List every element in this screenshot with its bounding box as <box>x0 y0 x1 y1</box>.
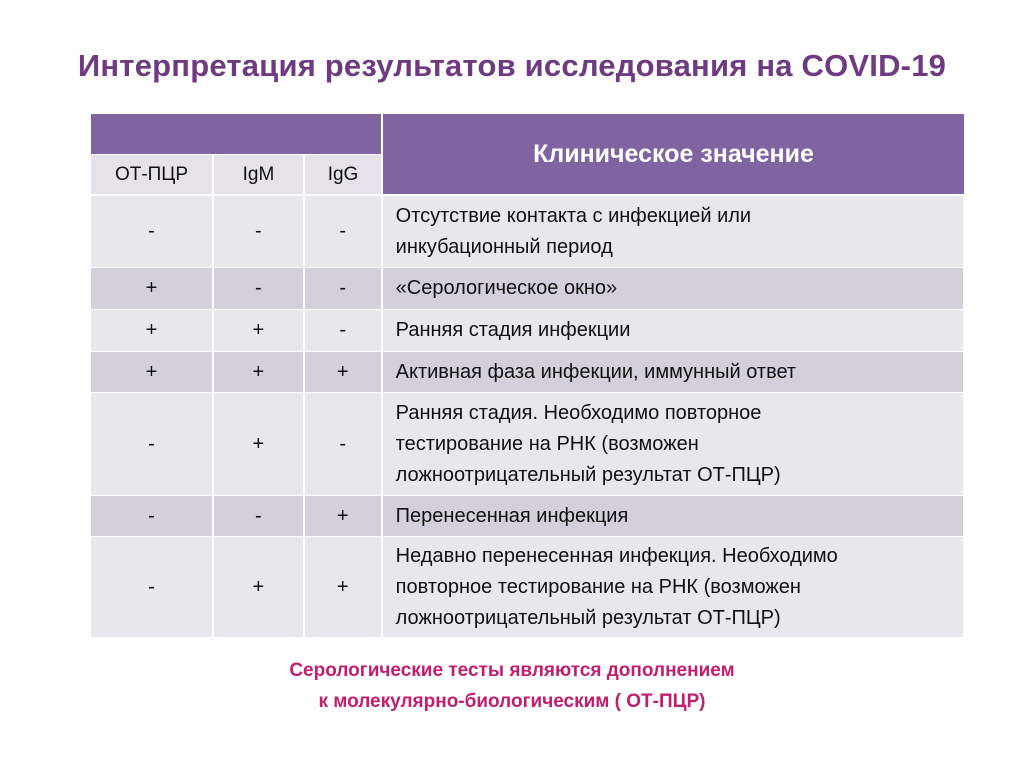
meaning-line: тестирование на РНК (возможен <box>395 432 699 455</box>
cell-igm: - <box>214 196 305 267</box>
table-row <box>91 309 963 351</box>
cell-igm: + <box>214 393 305 495</box>
meaning-line: ложноотрицательный результат ОТ-ПЦР) <box>395 606 781 629</box>
cell-igm: + <box>214 352 305 392</box>
page-title: Интерпретация результатов исследования на COVID-19 <box>77 48 947 83</box>
footnote-line: к молекулярно-биологическим ( ОТ-ПЦР) <box>318 691 706 712</box>
cell-pcr: - <box>91 196 214 267</box>
meaning-line: Отсутствие контакта с инфекцией или <box>395 204 752 227</box>
cell-igm: - <box>214 496 305 536</box>
table-row <box>91 351 963 392</box>
cell-igg: - <box>305 393 383 495</box>
meaning-line: «Серологическое окно» <box>395 277 618 299</box>
cell-igg: + <box>305 352 383 392</box>
cell-igm: - <box>214 268 305 309</box>
cell-meaning <box>383 268 963 309</box>
cell-igg: + <box>305 537 383 637</box>
meaning-line: Ранняя стадия инфекции <box>395 319 631 341</box>
cell-pcr: + <box>91 268 214 309</box>
subheader-igm: IgM <box>214 155 303 194</box>
cell-pcr: - <box>91 393 214 495</box>
cell-meaning <box>383 352 963 392</box>
cell-meaning <box>383 393 963 495</box>
subheader-igg: IgG <box>305 155 381 194</box>
cell-meaning <box>383 310 963 351</box>
header-clinical-significance: Клиническое значение <box>382 114 964 194</box>
table-row <box>91 495 963 536</box>
cell-pcr: + <box>91 310 214 351</box>
cell-meaning <box>383 496 963 536</box>
meaning-line: Ранняя стадия. Необходимо повторное <box>395 401 762 424</box>
cell-igm: + <box>214 310 305 351</box>
footnote-line: Серологические тесты являются дополнением <box>289 660 735 681</box>
meaning-line: Перенесенная инфекция <box>395 504 629 527</box>
table-row <box>91 536 963 637</box>
cell-igg: - <box>305 310 383 351</box>
cell-pcr: - <box>91 496 214 536</box>
cell-igg: - <box>305 268 383 309</box>
cell-meaning <box>383 196 963 267</box>
cell-meaning <box>383 537 963 637</box>
meaning-line: Недавно перенесенная инфекция. Необходимо <box>395 544 838 567</box>
footnote <box>0 655 1024 717</box>
table-row <box>91 392 963 495</box>
subheader-pcr: ОТ-ПЦР <box>91 155 212 194</box>
cell-igg: + <box>305 496 383 536</box>
cell-igm: + <box>214 537 305 637</box>
cell-pcr: - <box>91 537 214 637</box>
meaning-line: инкубационный период <box>395 235 613 258</box>
table-row <box>91 267 963 309</box>
cell-igg: - <box>305 196 383 267</box>
meaning-line: повторное тестирование на РНК (возможен <box>395 575 801 598</box>
meaning-line: ложноотрицательный результат ОТ-ПЦР) <box>395 463 781 486</box>
meaning-line: Активная фаза инфекции, иммунный ответ <box>395 360 797 383</box>
header-bar <box>91 114 381 154</box>
table-row <box>91 195 963 267</box>
cell-pcr: + <box>91 352 214 392</box>
